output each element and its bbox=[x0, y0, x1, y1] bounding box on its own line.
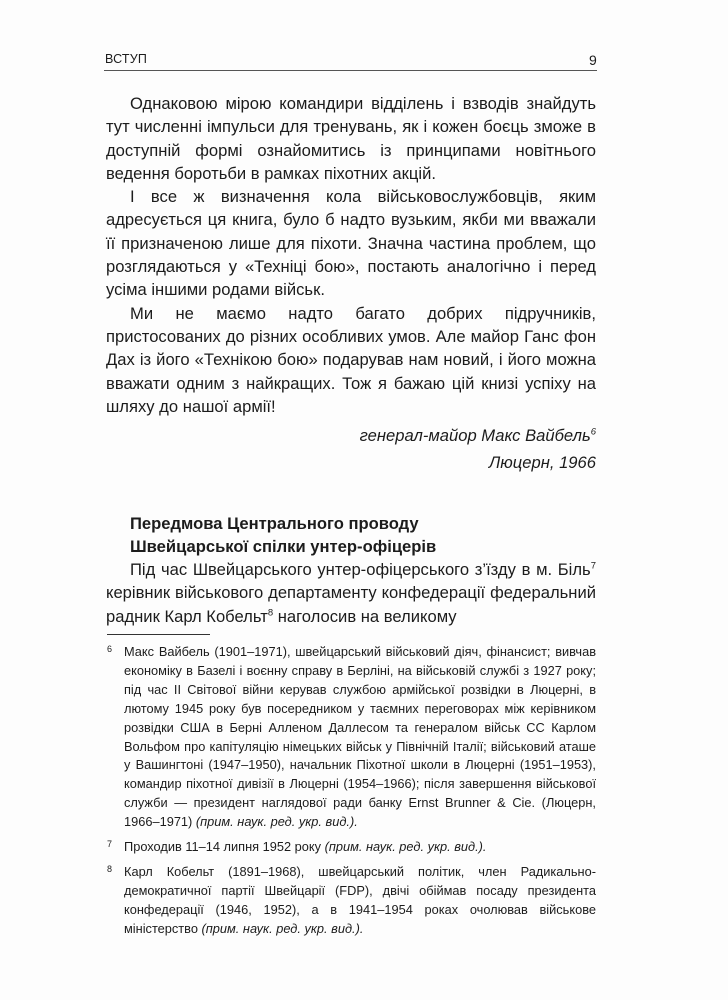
section-heading-line1: Передмова Центрального проводу bbox=[130, 514, 419, 533]
paragraph: Ми не маємо надто багато добрих підручників, пристосованих до різних особливих умов. Але майор Ганс фон Дах із його «Технікою бою» подарував нам новий, і його можна вважати одним з найкращих. Тож я бажаю цій книзі успіху на шляху до нашої армії! bbox=[106, 303, 596, 416]
signature-author-line bbox=[300, 422, 596, 449]
footnote-mark: 6 bbox=[107, 644, 113, 654]
text-run: керівник військового департаменту конфедерації федеральний радник Карл Кобельт bbox=[106, 583, 596, 626]
footnote-mark: 7 bbox=[107, 839, 113, 850]
footnote-text: Макс Вайбель (1901–1971), швейцарський військовий діяч, фінансист; вивчав економіку в Базелі і воєнну справу в Берліні, на військовій службі з 1927 року; під час ІІ Світової війни керував службою армійської розвідки в Люцерні, в лютому 1945 року був посередником у таємних переговорах між керівником розвідки США в Берні Алленом Даллесом та генералом військ СС Карлом Вольфом про капітуляцію німецьких військ у Північній Італії; військовий аташе у Вашингтоні (1947–1950), начальник Піхотної школи в Люцерні (1951–1953), командир піхотної дивізії в Люцерні (1954–1966); після завершення військової служби — президент наглядової ради банку Ernst Brunner & Cie. (Люцерн, 1966–1971) bbox=[124, 644, 596, 830]
signature-block bbox=[300, 422, 596, 476]
footnote-mark: 8 bbox=[107, 863, 113, 874]
footnote-ref: 6 bbox=[590, 426, 596, 438]
footnote-ref: 8 bbox=[267, 607, 274, 619]
footnote-text: Карл Кобельт (1891–1968), швейцарський політик, член Радикально-демократичної партії Швейцарії (FDP), двічі обіймав посаду президента конфедерації (1946, 1952), а в 1941–1954 роках очолював військове міністерство bbox=[124, 863, 596, 936]
signature-author: генерал-майор Макс Вайбель bbox=[359, 426, 591, 445]
footnote-ref: 7 bbox=[590, 560, 596, 572]
paragraph bbox=[106, 558, 596, 628]
running-head bbox=[104, 52, 597, 71]
paragraph: Однаковою мірою командири відділень і взводів знайдуть тут численні імпульси для тренувань, як і кожен боєць зможе в доступній формі ознайомитись із принципами новітнього ведення боротьби в рамках піхотних акцій. bbox=[106, 94, 596, 183]
intro-text bbox=[106, 92, 596, 418]
text-run: наголосив на великому bbox=[273, 606, 457, 626]
footnote-divider bbox=[107, 634, 210, 635]
paragraph: І все ж визначення кола військовослужбовців, яким адресується ця книга, було б надто вузьким, якби ми вважали її призначеною лише для піхоти. Значна частина проблем, що розглядаються у «Техніці бою», постають аналогічно і перед усіма іншими родами військ. bbox=[106, 187, 596, 300]
footnote-8 bbox=[107, 863, 596, 939]
section-heading-line2: Швейцарської спілки унтер-офіцерів bbox=[130, 537, 437, 556]
editor-note: (прим. наук. ред. укр. вид.). bbox=[201, 920, 364, 936]
text-run: Під час Швейцарського унтер-офіцерського з’їзду в м. Біль bbox=[130, 560, 591, 579]
signature-place-date: Люцерн, 1966 bbox=[488, 453, 596, 472]
footnotes bbox=[107, 643, 596, 945]
footnote-7 bbox=[107, 838, 596, 857]
page-number: 9 bbox=[589, 52, 597, 68]
footnote-text: Проходив 11–14 липня 1952 року bbox=[124, 839, 325, 855]
section-heading bbox=[130, 512, 596, 558]
section-body bbox=[106, 558, 596, 628]
running-head-section: ВСТУП bbox=[105, 52, 148, 66]
editor-note: (прим. наук. ред. укр. вид.). bbox=[195, 814, 358, 830]
editor-note: (прим. наук. ред. укр. вид.). bbox=[324, 839, 487, 855]
footnote-6 bbox=[107, 643, 596, 832]
